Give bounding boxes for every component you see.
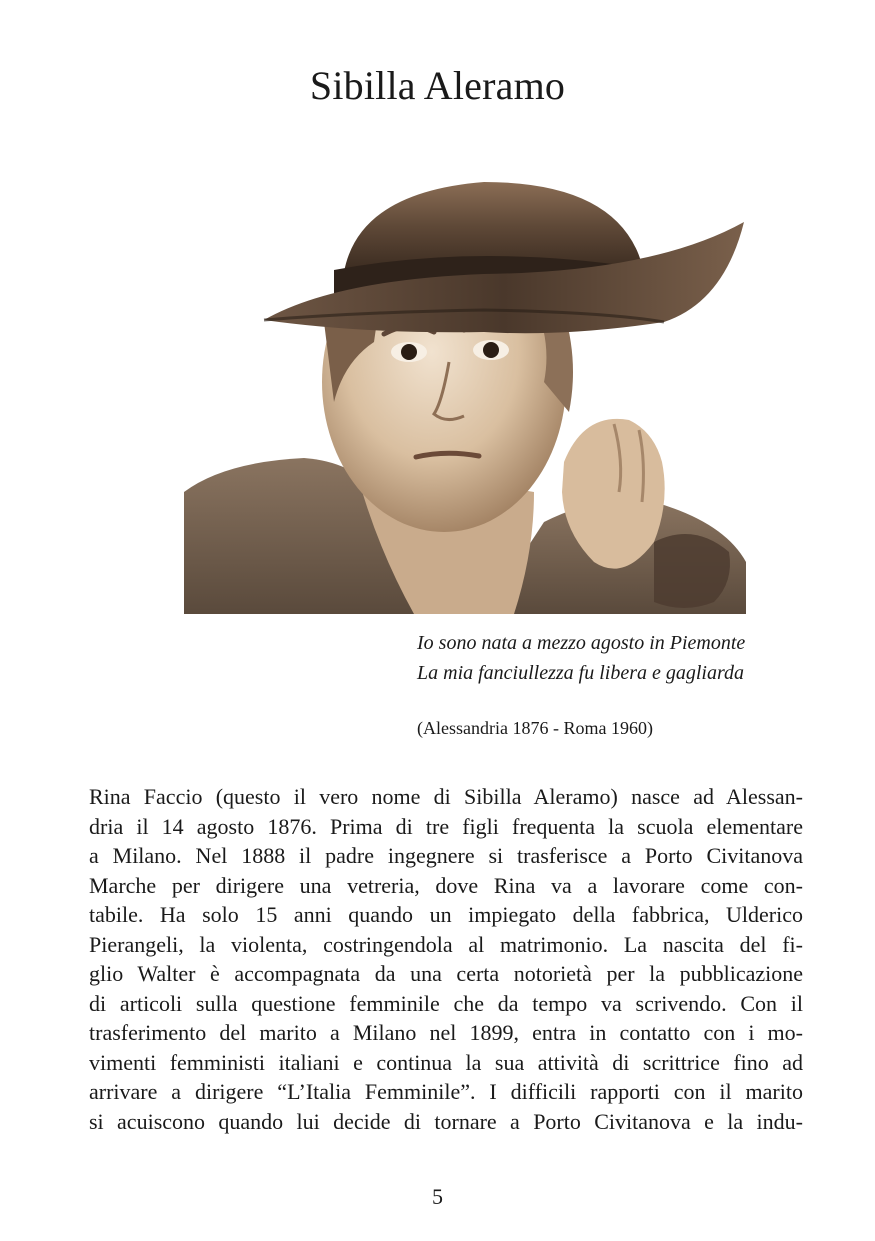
page-title: Sibilla Aleramo bbox=[309, 63, 566, 108]
body-line: arrivare a dirigere “L’Italia Femminile”. I difficili rapporti con il marito bbox=[89, 1079, 803, 1104]
life-dates: (Alessandria 1876 - Roma 1960) bbox=[417, 718, 653, 738]
page-number: 5 bbox=[432, 1184, 443, 1209]
body-line: di articoli sulla questione femminile che da tempo va scrivendo. Con il bbox=[89, 990, 803, 1016]
body-paragraph bbox=[89, 782, 803, 1136]
body-line: si acuiscono quando lui decide di tornare a Porto Civitanova e la indu- bbox=[89, 1108, 803, 1134]
epigraph-line: La mia fanciullezza fu libera e gagliarda bbox=[417, 662, 745, 684]
body-line: vimenti femministi italiani e continua la sua attività di scrittrice fino ad bbox=[89, 1049, 803, 1075]
body-line: Pierangeli, la violenta, costringendola al matrimonio. La nascita del fi- bbox=[89, 931, 803, 957]
body-line: a Milano. Nel 1888 il padre ingegnere si trasferisce a Porto Civitanova bbox=[89, 843, 803, 868]
portrait-photo bbox=[184, 162, 746, 614]
body-line: Marche per dirigere una vetreria, dove Rina va a lavorare come con- bbox=[89, 872, 803, 898]
epigraph-line: Io sono nata a mezzo agosto in Piemonte bbox=[417, 632, 746, 654]
body-line: tabile. Ha solo 15 anni quando un impiegato della fabbrica, Ulderico bbox=[89, 902, 803, 927]
body-line: dria il 14 agosto 1876. Prima di tre figli frequenta la scuola elementare bbox=[89, 813, 803, 839]
body-line: glio Walter è accompagnata da una certa notorietà per la pubblicazione bbox=[89, 961, 803, 986]
body-line: Rina Faccio (questo il vero nome di Sibilla Aleramo) nasce ad Alessan- bbox=[89, 784, 803, 809]
epigraph bbox=[417, 628, 837, 688]
body-line: trasferimento del marito a Milano nel 1899, entra in contatto con i mo- bbox=[89, 1020, 803, 1045]
